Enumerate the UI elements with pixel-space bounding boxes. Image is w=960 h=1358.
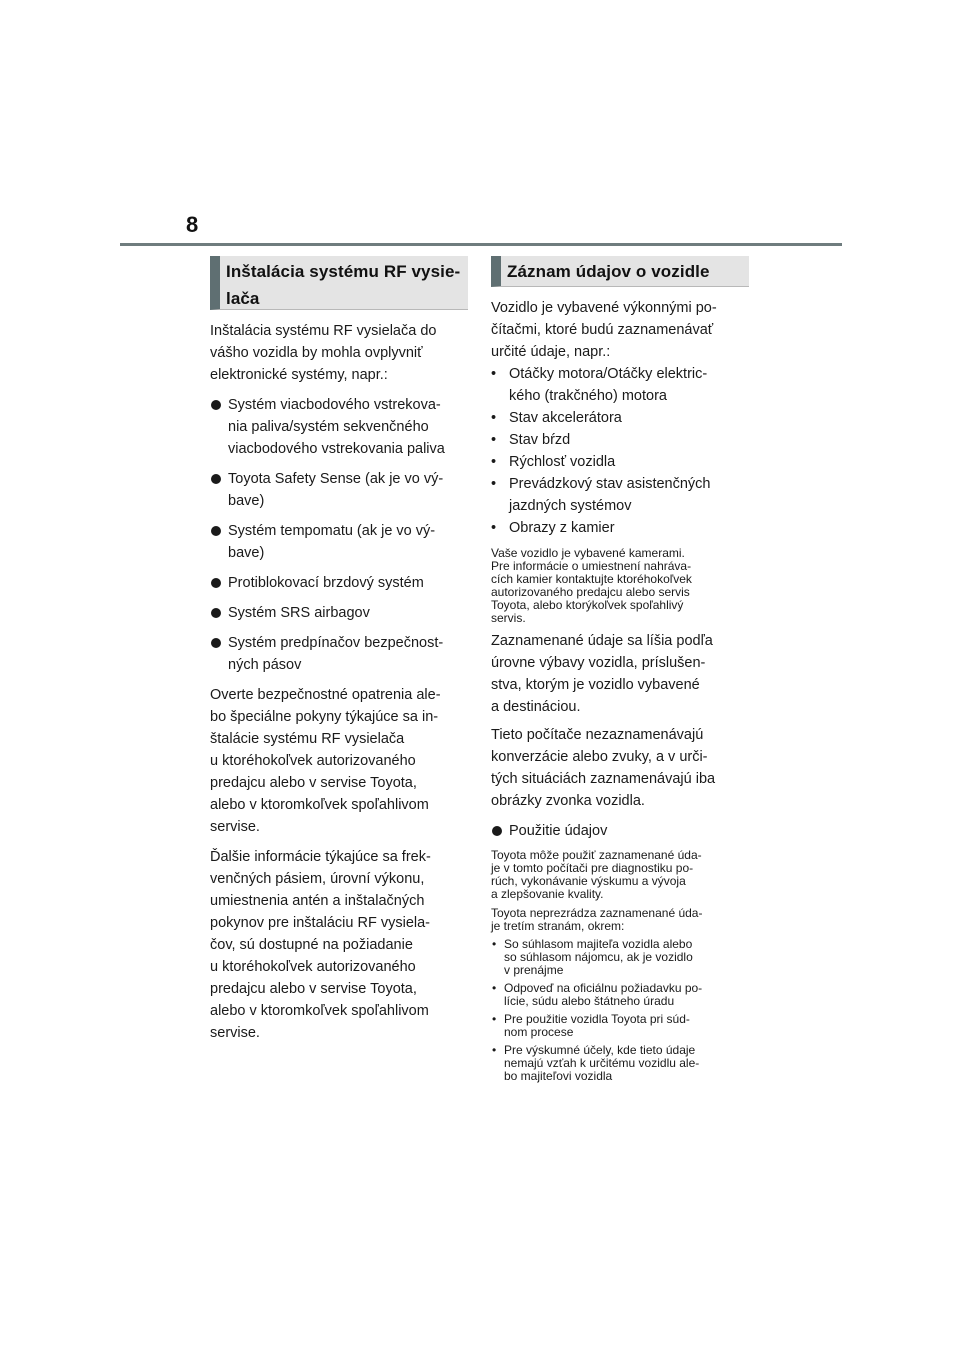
section-heading-rf-line1: Inštalácia systému RF vysie-	[226, 262, 461, 281]
rf-bullet-4: Protiblokovací brzdový systém	[210, 572, 468, 594]
header-rule	[120, 243, 842, 246]
rf-bullet-3: Systém tempomatu (ak je vo vý- bave)	[210, 520, 468, 564]
section-heading-rf	[210, 256, 468, 310]
data-item-6: • Obrazy z kamier	[491, 517, 749, 539]
usage-item-2: • Odpoveď na oficiálnu požiadavku po- lície, súdu alebo štátneho úradu	[491, 982, 749, 1008]
data-item-5: • Prevádzkový stav asistenčných jazdných systémov	[491, 473, 749, 517]
data-para-2: Tieto počítače nezaznamenávajú konverzácie alebo zvuky, a v urči- tých situáciách zaznamenávajú iba obrázky zvonka vozidla.	[491, 727, 716, 809]
usage-para-1: Toyota môže použiť zaznamenané úda- je v tomto počítači pre diagnostiku po- rúch, vykonávanie výskumu a vývoja a zlepšovanie kvality.	[491, 848, 702, 901]
rf-para-1: Overte bezpečnostné opatrenia ale- bo špeciálne pokyny týkajúce sa in- štalácie systému RF vysielača u ktoréhokoľvek autorizovaného predajcu alebo v servise Toyota, alebo v ktoromkoľvek spoľahlivom servise.	[210, 687, 441, 835]
data-item-4: • Rýchlosť vozidla	[491, 451, 749, 473]
section-heading-rf-line2: lača	[226, 289, 260, 308]
rf-bullet-5: Systém SRS airbagov	[210, 602, 468, 624]
usage-item-4: • Pre výskumné účely, kde tieto údaje nemajú vzťah k určitému vozidlu ale- bo majiteľovi vozidla	[491, 1044, 749, 1083]
right-column	[491, 256, 749, 1083]
page-number: 8	[186, 212, 199, 237]
camera-note: Vaše vozidlo je vybavené kamerami. Pre informácie o umiestnení nahráva- cích kamier kontaktujte ktoréhokoľvek autorizovaného predajcu alebo servis Toyota, alebo ktorýkoľvek spoľahlivý servis.	[491, 546, 692, 625]
left-column	[210, 256, 468, 1044]
data-item-3: • Stav bŕzd	[491, 429, 749, 451]
usage-para-2: Toyota neprezrádza zaznamenané úda- je tretím stranám, okrem:	[491, 906, 703, 933]
data-para-1: Zaznamenané údaje sa líšia podľa úrovne výbavy vozidla, príslušen- stva, ktorým je vozidlo vybavené a destináciou.	[491, 633, 713, 715]
rf-bullet-6: Systém predpínačov bezpečnost- ných pásov	[210, 632, 468, 676]
rf-para-2: Ďalšie informácie týkajúce sa frek- venčných pásiem, úrovní výkonu, umiestnenia antén a inštalačných pokynov pre inštaláciu RF vysiela- čov, sú dostupné na požiadanie u ktoréhokoľvek autorizovaného predajcu alebo v servise Toyota, alebo v ktoromkoľvek spoľahlivom servise.	[210, 849, 431, 1041]
section-heading-data-recording: Záznam údajov o vozidle	[491, 256, 749, 287]
usage-item-3: • Pre použitie vozidla Toyota pri súd- nom procese	[491, 1013, 749, 1039]
data-item-2: • Stav akcelerátora	[491, 407, 749, 429]
usage-bullet: Použitie údajov	[491, 820, 749, 842]
usage-item-1: • So súhlasom majiteľa vozidla alebo so súhlasom nájomcu, ak je vozidlo v prenájme	[491, 938, 749, 977]
data-item-1: • Otáčky motora/Otáčky elektric- kého (trakčného) motora	[491, 363, 749, 407]
rf-intro: Inštalácia systému RF vysielača do vášho vozidla by mohla ovplyvniť elektronické systémy, napr.:	[210, 323, 437, 383]
rf-bullet-2: Toyota Safety Sense (ak je vo vý- bave)	[210, 468, 468, 512]
data-intro: Vozidlo je vybavené výkonnými po- čítačmi, ktoré budú zaznamenávať určité údaje, napr.:	[491, 300, 717, 360]
rf-bullet-1: Systém viacbodového vstrekova- nia paliva/systém sekvenčného viacbodového vstrekovania paliva	[210, 394, 468, 460]
